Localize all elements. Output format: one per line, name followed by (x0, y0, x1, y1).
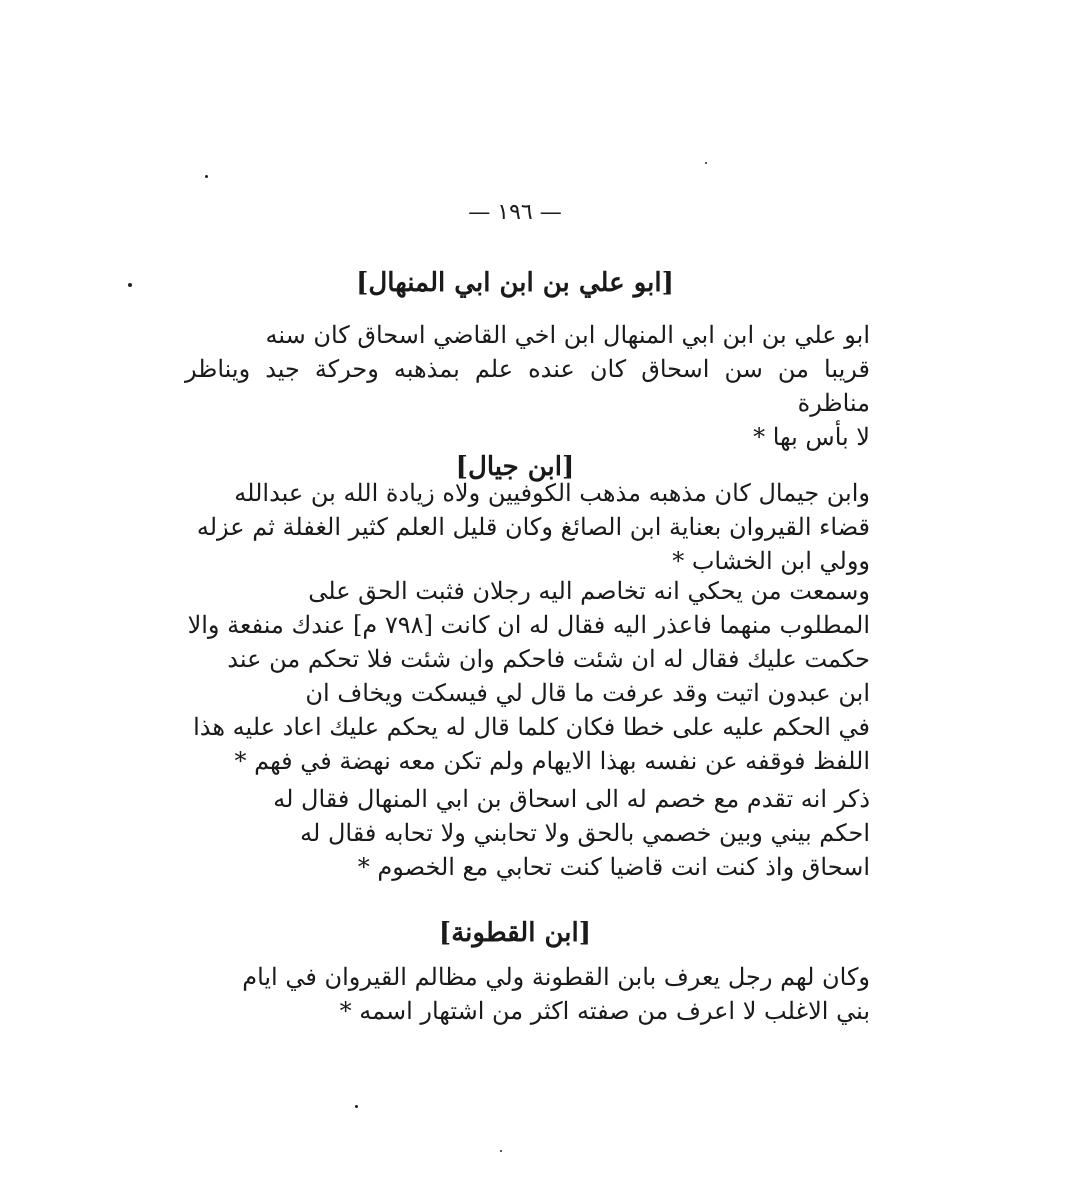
scan-speck (705, 162, 707, 164)
scan-speck (500, 1150, 502, 1152)
paragraph: ذكر انه تقدم مع خصم له الى اسحاق بن ابي المنهال فقال له احكم بيني وبين خصمي بالحق ولا تحابني ولا تحابه فقال له اسحاق واذ كنت انت قاضيا كنت تحابي مع الخصوم * (273, 785, 870, 881)
paragraph: وسمعت من يحكي انه تخاصم اليه رجلان فثبت الحق على المطلوب منهما فاعذر اليه فقال له ان كانت [٧٩٨ م] عندك منفعة والا حكمت عليك فقال له ان شئت فاحكم وان شئت فلا تحكم من عند ابن عبدون اتيت وقد عرفت ما قال لي فيسكت ويخاف ان في الحكم عليه على خطا فكان كلما قال له يحكم عليك اعاد عليه هذا اللفظ فوقفه عن نفسه بهذا الايهام ولم تكن معه نهضة في فهم * (187, 577, 870, 775)
page-number: — ١٩٦ — (468, 200, 562, 225)
scan-speck (355, 1105, 358, 1108)
scan-speck (205, 175, 208, 178)
scan-speck (128, 283, 132, 287)
section-heading-ibn-jiyal: [ابن جيال] (455, 452, 575, 482)
paragraph: وابن جيمال كان مذهبه مذهب الكوفيين ولاه زيادة الله بن عبدالله قضاء القيروان بعناية ابن الصائغ وكان قليل العلم كثير الغفلة ثم عزله وولي ابن الخشاب * (196, 479, 870, 575)
paragraph: وكان لهم رجل يعرف بابن القطونة ولي مظالم القيروان في ايام بني الاغلب لا اعرف من صفته اكثر من اشتهار اسمه * (242, 963, 870, 1025)
paragraph: ابو علي بن ابن ابي المنهال ابن اخي القاضي اسحاق كان سنه قريبا من سن اسحاق كان عنده علم بمذهبه وحركة جيد ويناظر مناظرة لا بأس بها * (185, 321, 870, 451)
section-heading-abu-ali: [ابو علي بن ابن ابي المنهال] (356, 268, 674, 298)
section-heading-ibn-al-qatuna: [ابن القطونة] (438, 918, 592, 948)
